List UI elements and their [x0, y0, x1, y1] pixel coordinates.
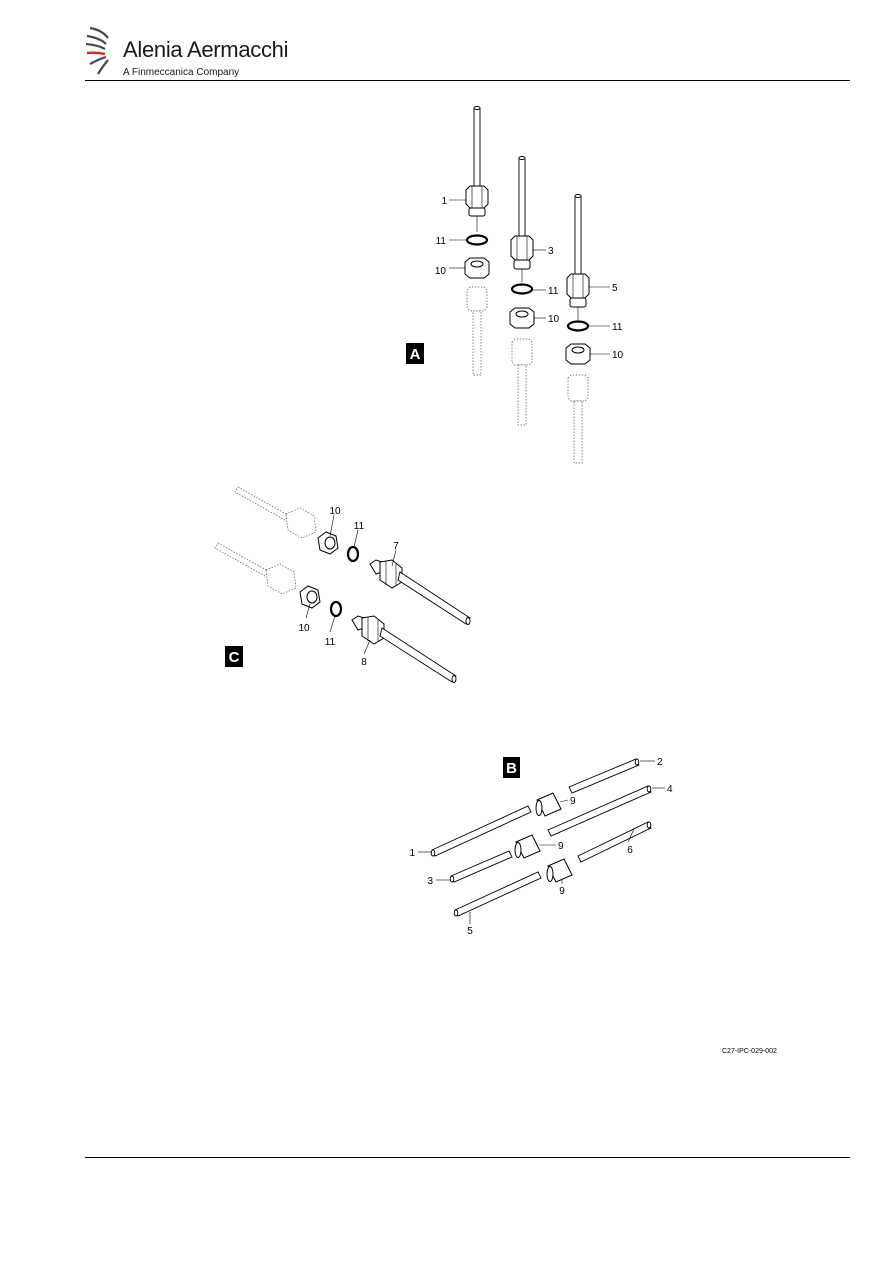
callout-c-11-bottom: 11 [324, 637, 336, 648]
view-b-tube-2 [569, 759, 639, 793]
view-c-letter: C [228, 649, 240, 666]
company-name: Alenia Aermacchi [123, 37, 289, 62]
company-subtitle: A Finmeccanica Company [123, 67, 240, 78]
callout-b-2: 2 [657, 757, 663, 768]
figure-code: C27-IPC-029-002 [722, 1048, 777, 1055]
view-a-assembly-left [465, 107, 489, 376]
view-b-tube-3 [451, 851, 512, 882]
callout-b-9-top: 9 [570, 796, 576, 807]
callout-b-1: 1 [409, 848, 415, 859]
view-a-group [406, 107, 624, 464]
view-c-group [215, 487, 470, 683]
view-c-assembly-top [235, 487, 470, 625]
callout-c-10-top: 10 [329, 506, 341, 517]
callout-a-10-left: 10 [434, 266, 446, 277]
view-a-letter: A [409, 346, 421, 363]
view-a-assembly-right [566, 195, 590, 464]
view-a-assembly-middle [510, 157, 534, 426]
view-b-tube-5 [455, 872, 541, 916]
callout-a-1: 1 [441, 196, 447, 207]
callout-b-9-bottom: 9 [559, 886, 565, 897]
callout-c-8: 8 [361, 657, 367, 668]
view-b-group [409, 757, 673, 937]
callout-b-6: 6 [627, 845, 633, 856]
footer-divider [85, 1157, 850, 1158]
callout-b-3: 3 [427, 876, 433, 887]
callout-a-10-mid: 10 [548, 314, 560, 325]
callout-a-11-mid: 11 [548, 286, 559, 297]
callout-a-11-left: 11 [435, 236, 446, 247]
view-c-assembly-bottom [215, 543, 456, 683]
callout-a-10-right: 10 [612, 350, 624, 361]
callout-a-5: 5 [612, 283, 618, 294]
view-b-letter: B [506, 760, 517, 777]
callout-a-11-right: 11 [612, 322, 623, 333]
callout-b-4: 4 [667, 784, 673, 795]
callout-a-3: 3 [548, 246, 554, 257]
callout-b-9-mid: 9 [558, 841, 564, 852]
callout-b-5: 5 [467, 926, 473, 937]
callout-c-11-top: 11 [353, 521, 365, 532]
callout-c-10-bottom: 10 [298, 623, 310, 634]
view-b-tube-6 [578, 822, 651, 862]
callout-c-7: 7 [393, 541, 399, 552]
